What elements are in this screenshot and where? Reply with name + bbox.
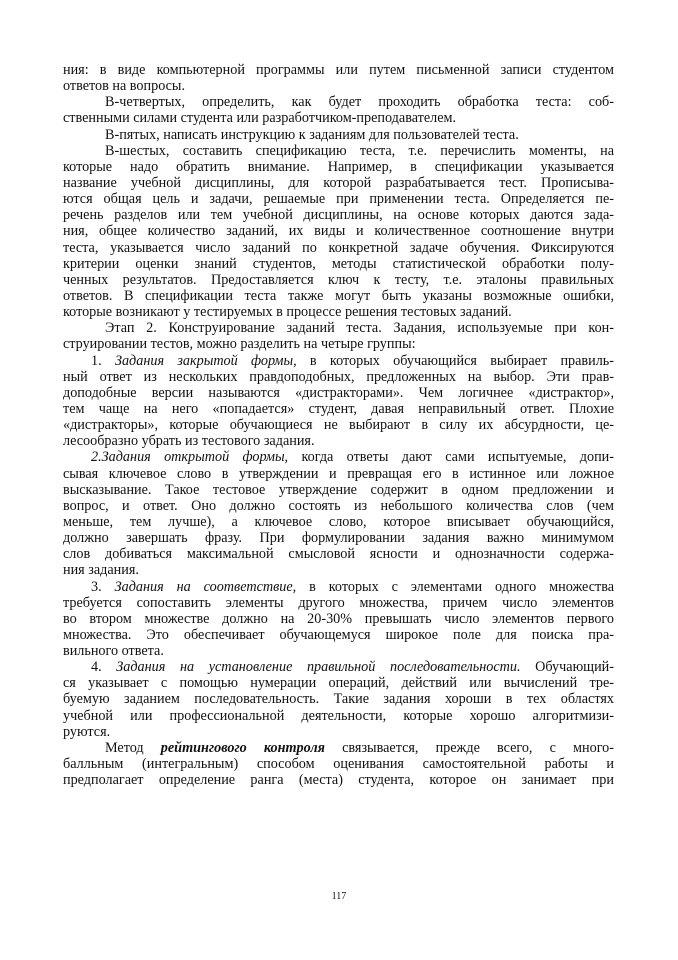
text-line: ственными силами студента или разработчиком-преподавателем. bbox=[63, 110, 457, 127]
text-line: должно завершать фразу. При формулировании задания важно минимумом bbox=[63, 530, 614, 547]
text-run: рейтингового контроля bbox=[160, 739, 325, 756]
text-run: в которых с элементами одного множества bbox=[296, 578, 615, 595]
text-line bbox=[63, 579, 614, 595]
text-run: в которых обучающийся выбирает правиль- bbox=[296, 352, 615, 369]
text-line: множества. Это обеспечивает обучающемуся широкое поле для поиска пра- bbox=[63, 626, 614, 643]
text-line: В-шестых, составить спецификацию теста, т.е. перечислить моменты, на bbox=[105, 142, 614, 159]
text-line: ответов на вопросы. bbox=[63, 78, 186, 95]
text-line: меньше, тем лучше), а ключевое слово, которое вписывает обучающийся, bbox=[63, 513, 614, 530]
text-run: Обучающий- bbox=[520, 659, 615, 676]
text-line bbox=[63, 353, 614, 369]
text-line: «дистракторы», которые обучающиеся не выбирают в силу их абсурдности, це- bbox=[63, 417, 614, 434]
text-line: ся указывает с помощью нумерации операций, действий или вычислений тре- bbox=[63, 675, 614, 692]
text-line: высказывание. Такое тестовое утверждение содержит в одном предложении и bbox=[63, 481, 614, 498]
text-run: Задания закрытой формы, bbox=[114, 352, 297, 369]
text-line: требуется сопоставить элементы другого множества, причем число элементов bbox=[63, 594, 614, 611]
text-run: Задания на соответствие, bbox=[114, 578, 297, 595]
text-line: В-пятых, написать инструкцию к заданиям для пользователей теста. bbox=[105, 126, 519, 143]
text-line: ный ответ из нескольких правдоподобных, предложенных на выбор. Эти прав- bbox=[63, 368, 614, 385]
text-line: учебной или профессиональной деятельности, которые хорошо алгоритмизи- bbox=[63, 707, 614, 724]
text-line: предполагает определение ранга (места) студента, которое он занимает при bbox=[63, 772, 614, 789]
page-body bbox=[63, 62, 614, 788]
text-line: ются общая цель и задачи, решаемые при применении теста. Определяется пе- bbox=[63, 191, 614, 208]
text-run: 1. bbox=[91, 352, 115, 369]
text-line: балльным (интегральным) способом оценивания самостоятельной работы и bbox=[63, 756, 614, 773]
text-run: связывается, прежде всего, с много- bbox=[324, 739, 614, 756]
text-line: руются. bbox=[63, 723, 111, 740]
text-line: лесообразно убрать из тестового задания. bbox=[63, 433, 315, 450]
page-number: 117 bbox=[331, 891, 347, 902]
text-line: во втором множестве должно на 20-30% превышать число элементов первого bbox=[63, 610, 614, 627]
text-line: речень разделов или тем учебной дисциплины, на основе которых даются зада- bbox=[63, 207, 614, 224]
text-line: вильного ответа. bbox=[63, 643, 164, 660]
text-line: слов добиваться максимальной смысловой ясности и однозначности содержа- bbox=[63, 546, 614, 563]
text-run: 4. bbox=[91, 659, 117, 676]
text-line bbox=[63, 740, 614, 756]
text-line: ния, общее количество заданий, их виды и количественное соотношение внутри bbox=[63, 223, 614, 240]
text-line: теста, указывается число заданий по конкретной задаче обучения. Фиксируются bbox=[63, 239, 614, 256]
text-line: которые надо обратить внимание. Например, в спецификации указывается bbox=[63, 158, 614, 175]
text-line: критерии оценки знаний студентов, методы статистической обработки полу- bbox=[63, 255, 614, 272]
text-line: ченных результатов. Предоставляется ключ к тесту, т.е. эталоны правильных bbox=[63, 271, 614, 288]
text-line: вопрос, и ответ. Оно должно состоять из небольшого количества слов (чем bbox=[63, 497, 614, 514]
text-line: буемую заданием последовательность. Такие задания хороши в тех областях bbox=[63, 691, 614, 708]
text-line: В-четвертых, определить, как будет проходить обработка теста: соб- bbox=[105, 94, 614, 111]
text-line: ния: в виде компьютерной программы или путем письменной записи студентом bbox=[63, 62, 614, 78]
text-line: которые возникают у тестируемых в процессе решения тестовых заданий. bbox=[63, 304, 512, 321]
text-line bbox=[63, 449, 614, 465]
text-run: 2.Задания открытой формы, bbox=[91, 449, 289, 466]
text-line bbox=[63, 659, 614, 675]
text-line: ответов. В спецификации теста также могут быть указаны возможные ошибки, bbox=[63, 287, 614, 304]
text-line: сывая ключевое слово в утверждении и превращая его в истинное или ложное bbox=[63, 465, 614, 482]
text-run: когда ответы дают сами испытуемые, допи- bbox=[288, 449, 614, 466]
text-line: название учебной дисциплины, для которой разрабатывается тест. Прописыва- bbox=[63, 174, 614, 191]
text-line: тем чаще на него «попадается» студент, давая неправильный ответ. Плохие bbox=[63, 400, 614, 417]
text-line: струировании тестов, можно разделить на четыре группы: bbox=[63, 336, 416, 353]
text-run: 3. bbox=[91, 578, 115, 595]
text-line: ния задания. bbox=[63, 562, 139, 579]
text-line: доподобные версии называются «дистракторами». Чем логичнее «дистрактор», bbox=[63, 384, 614, 401]
text-run: Задания на установление правильной последовательности. bbox=[116, 659, 521, 676]
text-run: Метод bbox=[105, 739, 161, 756]
text-line: Этап 2. Конструирование заданий теста. Задания, используемые при кон- bbox=[105, 320, 614, 337]
